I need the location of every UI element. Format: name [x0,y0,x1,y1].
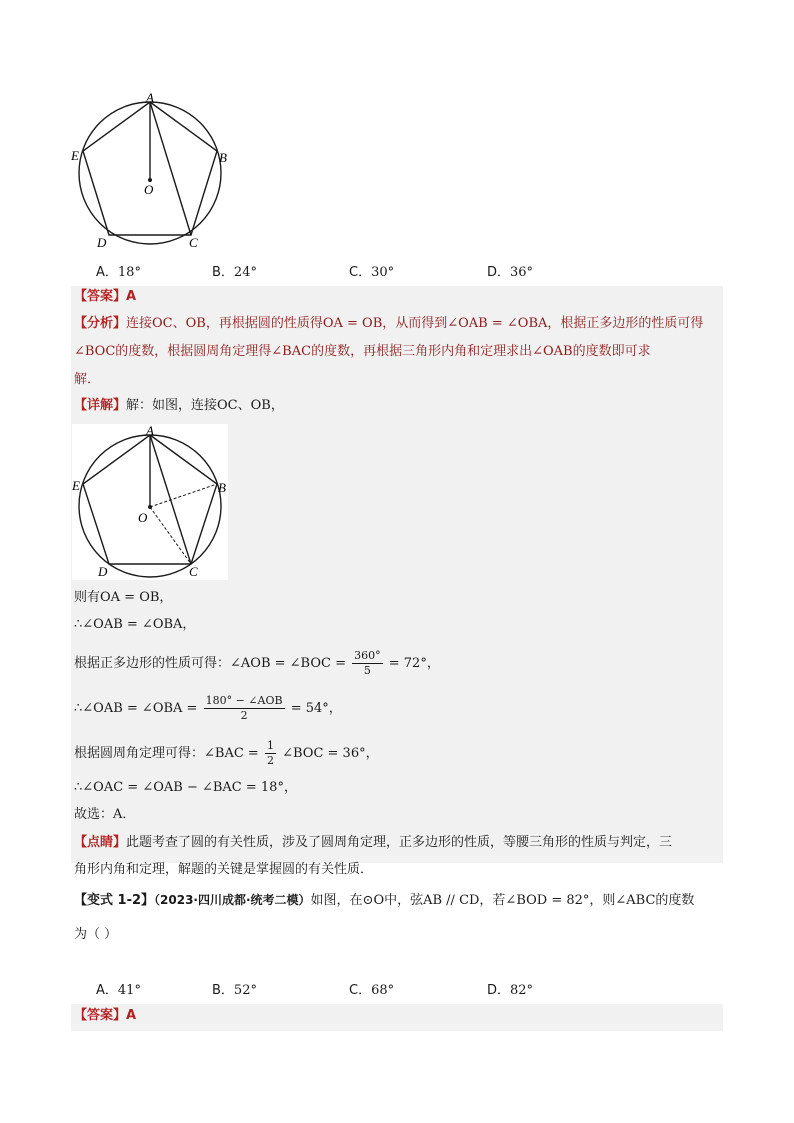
segment-ac-1 [150,102,191,235]
detail-step-6: ∴∠OAC = ∠OAB − ∠BAC = 18°， [74,780,297,795]
label-b-2: B [218,480,226,495]
label-o-1: O [144,182,154,197]
detail-step-2: ∴∠OAB = ∠OBA， [74,617,196,632]
detail-intro: 【详解】解：如图，连接OC、OB， [74,398,284,413]
label-b-1: B [219,150,227,165]
q2-option-b: B．52° [212,983,257,998]
detail-step-4: ∴∠OAB = ∠OBA = $\frac{\text{180° − ∠AOB}}{2}$ = 54°， [74,694,342,722]
comment-line-1: 【点睛】此题考查了圆的有关性质，涉及了圆周角定理，正多边形的性质，等腰三角形的性质与判定，三 [74,835,673,850]
label-d-2: D [98,564,108,579]
label-e-2: E [72,478,80,493]
detail-step-1: 则有OA = OB， [74,590,173,605]
answer-1: 【答案】A [74,289,137,304]
fraction-360-over-5: $\frac{360^\circ}{5}$ [354,649,381,677]
label-c-2: C [189,564,198,579]
label-d-1: D [97,235,107,250]
label-o-2: O [138,510,148,525]
q1-option-b: B．24° [212,265,257,280]
q1-option-d: D．36° [487,265,534,280]
center-point-2 [148,505,152,509]
analysis-line-3: 解． [74,372,101,387]
q1-option-c: C．30° [349,265,395,280]
fraction-180-minus-aob-over-2: $\frac{\text{180° − ∠AOB}}{2}$ [205,694,283,722]
figure-pentagon-1 [70,90,240,250]
detail-step-5: 根据圆周角定理可得：∠BAC = $\frac{1}{2}$ ∠BOC = 36°， [74,739,379,767]
label-c-1: C [189,235,198,250]
answer-2: 【答案】A [74,1008,137,1023]
variant-question-line-1: 【变式 1-2】（2023·四川成都·统考二模）如图，在⊙O中，弦AB // CD，若∠BOD = 82°，则∠ABC的度数 [74,893,695,908]
q1-option-a: A．18° [96,265,141,280]
comment-line-2: 角形内角和定理，解题的关键是掌握圆的有关性质． [74,862,374,877]
label-a-2: A [146,424,154,438]
detail-step-3: 根据正多边形的性质可得：∠AOB = ∠BOC = $\frac{360^\circ}{5}$ = 72°， [74,649,440,677]
fraction-one-half: $\frac{1}{2}$ [266,739,274,767]
q2-option-c: C．68° [349,983,395,998]
variant-question-line-2: 为（ ） [74,927,118,942]
label-e-1: E [71,148,79,163]
segment-oc-dashed [150,507,191,564]
figure-pentagon-2 [72,424,228,580]
label-a-1: A [146,90,154,105]
q2-option-d: D．82° [487,983,534,998]
analysis-line-2: ∠BOC的度数，根据圆周角定理得∠BAC的度数，再根据三角形内角和定理求出∠OAB的度数即可求 [74,344,651,359]
segment-ob-dashed [150,484,217,507]
analysis-line-1: 【分析】连接OC、OB，再根据圆的性质得OA = OB，从而得到∠OAB = ∠OBA，根据正多边形的性质可得 [74,316,704,331]
answer-2-block [71,1004,723,1031]
detail-step-7: 故选：A． [74,807,136,822]
q2-option-a: A．41° [96,983,141,998]
